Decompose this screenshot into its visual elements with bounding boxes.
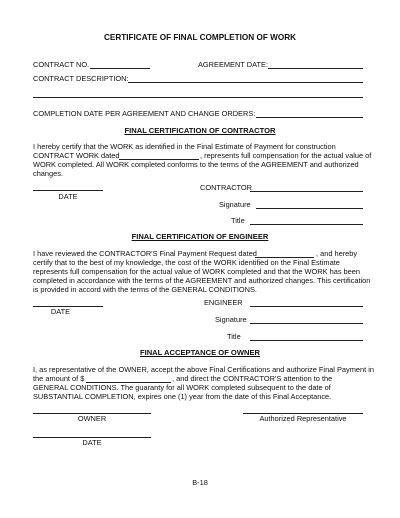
engineer-para-line-1a: I have reviewed the CONTRACTOR'S Final Payment Request dated xyxy=(33,249,257,258)
contractor-date-label: DATE xyxy=(58,192,78,201)
contractor-date-field[interactable] xyxy=(33,190,103,191)
engineer-title-field[interactable] xyxy=(250,340,363,341)
completion-date-label: COMPLETION DATE PER AGREEMENT AND CHANGE ORDERS: xyxy=(33,109,256,118)
contract-description-label: CONTRACT DESCRIPTION: xyxy=(33,74,129,83)
owner-para-line-2a: the amount of $ xyxy=(33,374,85,383)
engineer-heading: FINAL CERTIFICATION OF ENGINEER xyxy=(131,232,269,241)
owner-date-label: DATE xyxy=(82,438,102,447)
engineer-para-line-2: certify that to the best of my knowledge, the cost of the WORK identified on the Final Estimate xyxy=(33,258,340,267)
agreement-date-field[interactable] xyxy=(268,68,363,69)
engineer-signature-label: Signature xyxy=(215,315,247,324)
contractor-para-line-2a: CONTRACT WORK dated xyxy=(33,151,120,160)
contract-description-field-2[interactable] xyxy=(33,97,363,98)
contract-no-field[interactable] xyxy=(90,68,150,69)
contract-description-field[interactable] xyxy=(128,82,363,83)
contractor-heading: FINAL CERTIFICATION OF CONTRACTOR xyxy=(124,126,276,135)
engineer-signature-field[interactable] xyxy=(250,323,363,324)
contractor-signature-label: Signature xyxy=(219,200,251,209)
owner-para-line-2b: , and direct the CONTRACTOR'S attention to the xyxy=(172,374,333,383)
contractor-name-field[interactable] xyxy=(250,191,363,192)
contractor-label: CONTRACTOR xyxy=(200,183,253,192)
engineer-label: ENGINEER xyxy=(204,298,243,307)
contract-no-label: CONTRACT NO. xyxy=(33,60,90,69)
engineer-para-line-1b: , and hereby xyxy=(316,249,358,258)
engineer-para-line-5: is provided in accord with the terms of the GENERAL CONDITIONS. xyxy=(33,285,257,294)
contractor-para-line-3: WORK completed. All WORK completed conforms to the terms of the AGREEMENT and authorized xyxy=(33,160,359,169)
owner-para-line-3: GENERAL CONDITIONS. The guaranty for all WORK completed subsequent to the date of xyxy=(33,383,331,392)
page-number: B-18 xyxy=(192,478,208,487)
contractor-signature-field[interactable] xyxy=(256,208,363,209)
owner-para-line-4: SUBSTANTIAL COMPLETION, expires one (1) year from the date of this Final Acceptance. xyxy=(33,392,332,401)
engineer-date-label: DATE xyxy=(50,307,71,316)
completion-date-field[interactable] xyxy=(256,117,363,118)
owner-para-line-1: I, as representative of the OWNER, accept the above Final Certifications and authorize Final Payment in xyxy=(33,365,374,374)
engineer-para-line-4: completed in accordance with the terms of the AGREEMENT and authorized changes. This certification xyxy=(33,276,371,285)
document-title: CERTIFICATE OF FINAL COMPLETION OF WORK xyxy=(103,33,297,42)
engineer-title-label: Title xyxy=(227,332,241,341)
contractor-para-line-1: I hereby certify that the WORK as identified in the Final Estimate of Payment for construction xyxy=(33,142,336,151)
contractor-para-line-2b: , represents full compensation for the actual value of xyxy=(200,151,372,160)
engineer-name-field[interactable] xyxy=(250,306,363,307)
owner-label: OWNER xyxy=(77,414,107,423)
engineer-para-line-3: represents full compensation for the actual value of WORK completed and that the WORK has been xyxy=(33,267,361,276)
contractor-para-line-4: changes. xyxy=(33,169,63,178)
contractor-title-field[interactable] xyxy=(250,224,363,225)
authorized-representative-label: Authorized Representative xyxy=(259,414,347,423)
owner-heading: FINAL ACCEPTANCE OF OWNER xyxy=(139,348,261,357)
contractor-title-label: Title xyxy=(231,216,245,225)
agreement-date-label: AGREEMENT DATE: xyxy=(198,60,268,69)
